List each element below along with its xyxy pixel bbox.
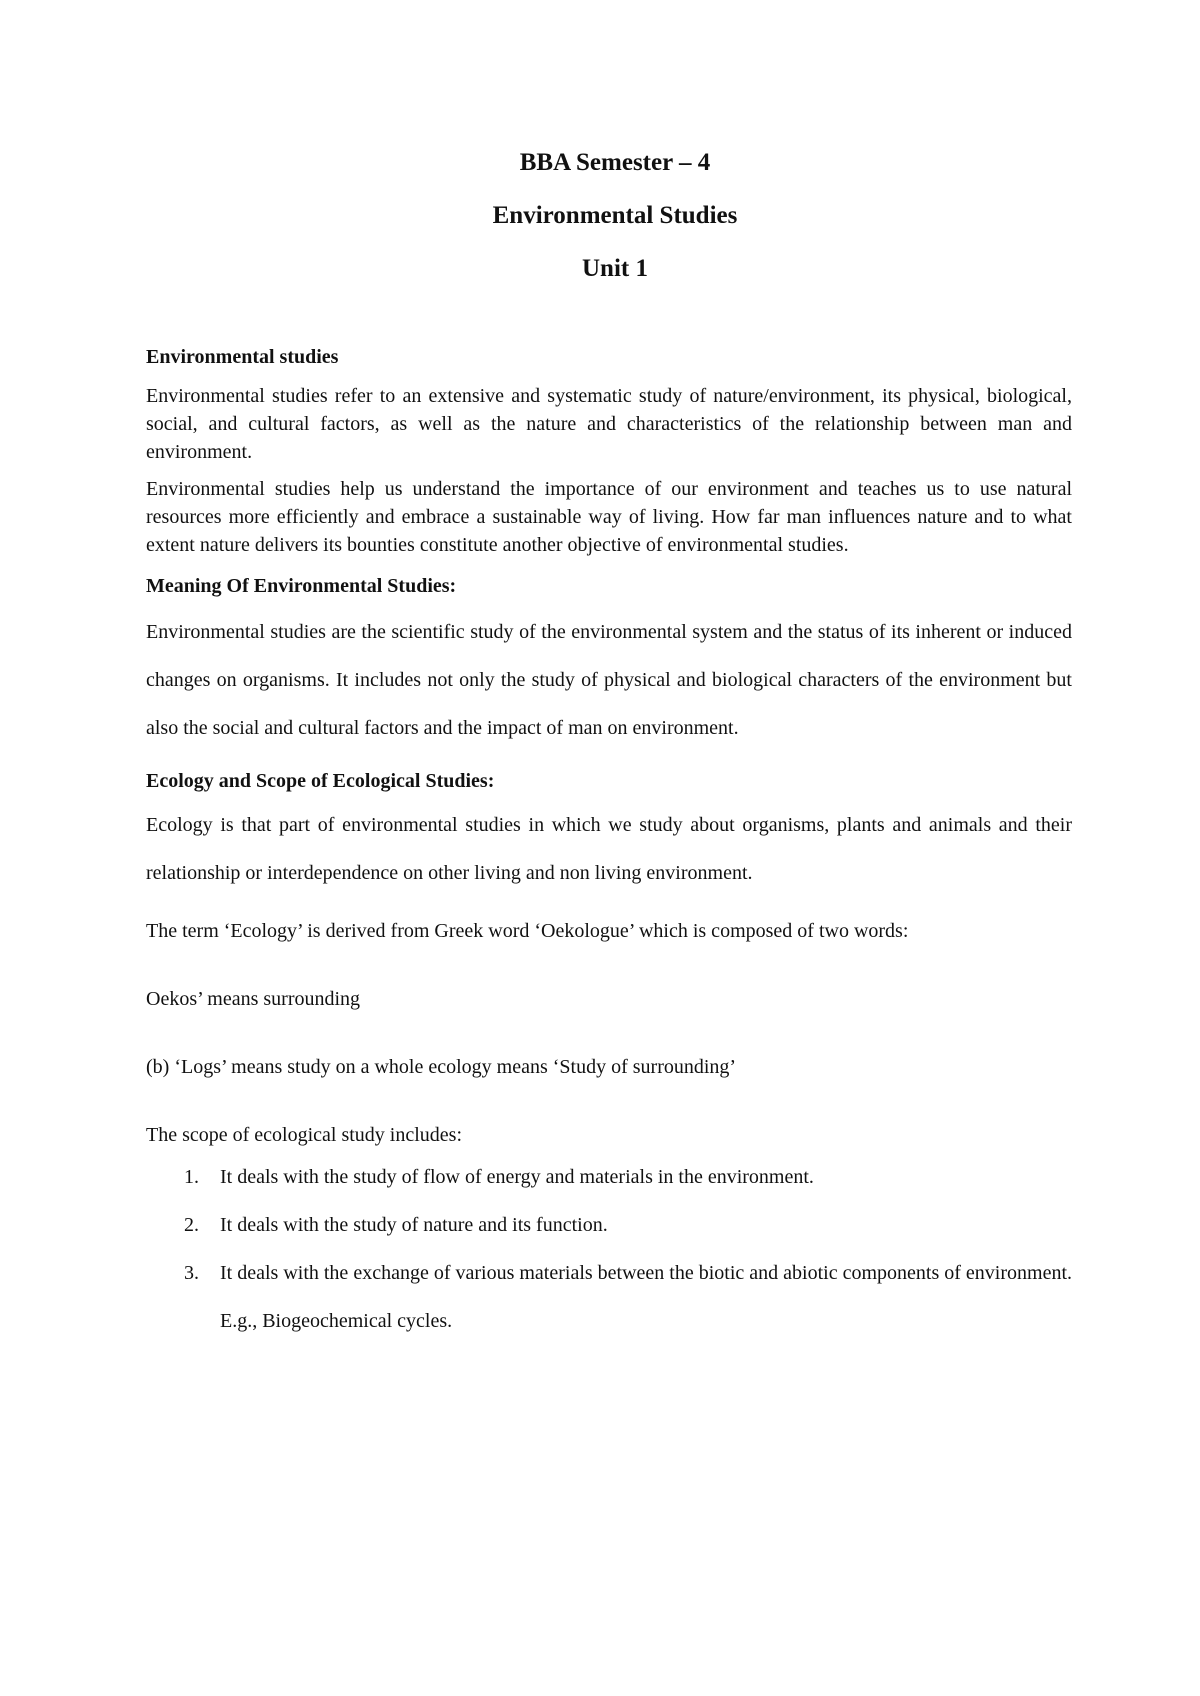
list-item-text: It deals with the exchange of various materials between the biotic and abiotic components of environment. E.g., Biogeochemical cycles. <box>220 1262 1072 1332</box>
paragraph-ecology: Ecology is that part of environmental studies in which we study about organisms, plants and animals and their relationship or interdependence on other living and non living environment. <box>146 814 1072 884</box>
list-item-text: It deals with the study of nature and its function. <box>220 1214 608 1236</box>
subject-title: Environmental Studies <box>492 202 738 229</box>
list-item-number: 3. <box>184 1262 199 1284</box>
section-heading-environmental-studies: Environmental studies <box>146 346 339 368</box>
list-item-number: 1. <box>184 1166 199 1188</box>
list-item <box>146 1153 1072 1201</box>
paragraph-importance: Environmental studies help us understand the importance of our environment and teaches us to use natural resources more efficiently and embrace a sustainable way of living. How far man influences nature and to what extent nature delivers its bounties constitute another objective of environmental studies. <box>146 478 1072 556</box>
paragraph-scope-intro: The scope of ecological study includes: <box>146 1124 463 1146</box>
paragraph-meaning: Environmental studies are the scientific study of the environmental system and the status of its inherent or induced changes on organisms. It includes not only the study of physical and biological characters of the environment but also the social and cultural factors and the impact of man on environment. <box>146 621 1072 739</box>
scope-list <box>146 1153 1072 1345</box>
paragraph-definition: Environmental studies refer to an extensive and systematic study of nature/environment, its physical, biological, social, and cultural factors, as well as the nature and characteristics of the relationship between man and environment. <box>146 385 1072 463</box>
list-item <box>146 1249 1072 1345</box>
title-block <box>146 148 1072 284</box>
course-title: BBA Semester – 4 <box>519 149 711 176</box>
section-heading-meaning: Meaning Of Environmental Studies: <box>146 575 457 597</box>
list-item-number: 2. <box>184 1214 199 1236</box>
list-item-text: It deals with the study of flow of energy and materials in the environment. <box>220 1166 814 1188</box>
paragraph-logs: (b) ‘Logs’ means study on a whole ecology means ‘Study of surrounding’ <box>146 1056 737 1078</box>
list-item <box>146 1201 1072 1249</box>
paragraph-term-origin: The term ‘Ecology’ is derived from Greek word ‘Oekologue’ which is composed of two words: <box>146 920 909 942</box>
unit-title: Unit 1 <box>582 255 648 282</box>
section-heading-ecology: Ecology and Scope of Ecological Studies: <box>146 770 495 792</box>
paragraph-oekos: Oekos’ means surrounding <box>146 988 361 1010</box>
